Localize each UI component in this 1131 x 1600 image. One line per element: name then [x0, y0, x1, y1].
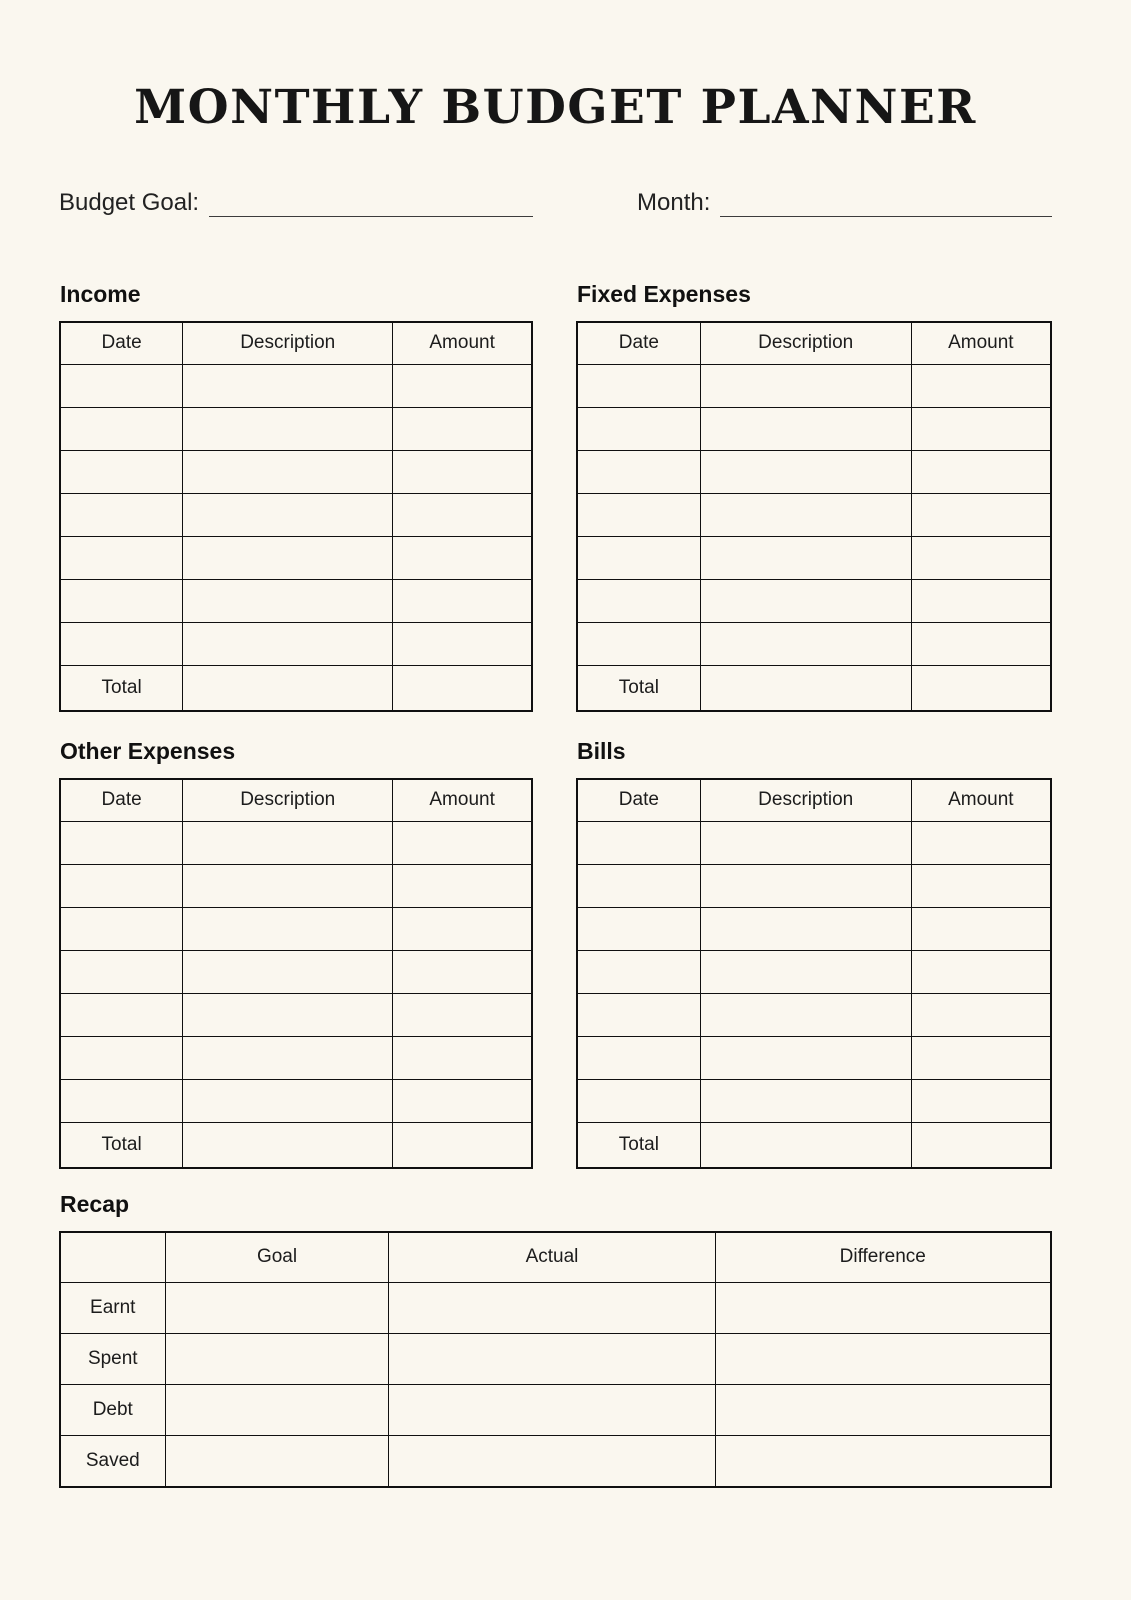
other-expenses-total-amount-cell [393, 1122, 532, 1168]
recap-section-title: Recap [60, 1190, 130, 1217]
empty-cell [700, 950, 911, 993]
income-table [59, 321, 533, 712]
empty-cell [911, 821, 1051, 864]
empty-cell [183, 993, 393, 1036]
empty-cell [60, 950, 183, 993]
other-expenses-table [59, 778, 533, 1169]
empty-cell [60, 364, 183, 407]
bills-section [576, 738, 1052, 1169]
other-expenses-header-description: Description [183, 779, 393, 822]
empty-cell [911, 1036, 1051, 1079]
empty-cell [700, 1036, 911, 1079]
empty-cell [393, 622, 532, 665]
empty-cell [393, 1036, 532, 1079]
empty-cell [911, 579, 1051, 622]
recap-earnt-goal-cell [165, 1282, 389, 1333]
empty-cell [577, 907, 700, 950]
bills-total-description-cell [700, 1122, 911, 1168]
empty-cell [700, 821, 911, 864]
empty-cell [393, 579, 532, 622]
month-blank-line [720, 190, 1052, 217]
income-section [59, 281, 533, 712]
recap-header-goal: Goal [165, 1232, 389, 1283]
empty-cell [393, 407, 532, 450]
bills-section-title: Bills [577, 737, 626, 764]
empty-row [577, 907, 1051, 950]
empty-cell [911, 950, 1051, 993]
empty-cell [700, 1079, 911, 1122]
budget-goal-blank-line [209, 190, 533, 217]
empty-cell [393, 364, 532, 407]
other-expenses-section-title: Other Expenses [60, 737, 236, 764]
empty-row [60, 864, 532, 907]
fixed-expenses-total-description-cell [700, 665, 911, 711]
fixed-expenses-total-label: Total [577, 665, 700, 711]
empty-cell [577, 536, 700, 579]
recap-row-saved [60, 1435, 1051, 1487]
recap-header-difference: Difference [715, 1232, 1051, 1283]
empty-cell [911, 864, 1051, 907]
empty-cell [577, 1036, 700, 1079]
recap-header-actual: Actual [389, 1232, 715, 1283]
fixed-expenses-total-amount-cell [911, 665, 1051, 711]
empty-cell [183, 579, 393, 622]
fixed-expenses-total-row [577, 665, 1051, 711]
empty-cell [183, 493, 393, 536]
empty-cell [911, 407, 1051, 450]
recap-saved-actual-cell [389, 1435, 715, 1487]
budget-goal-field [59, 189, 533, 217]
page-title: MONTHLY BUDGET PLANNER [134, 80, 977, 135]
empty-cell [700, 536, 911, 579]
fixed-expenses-header-date: Date [577, 322, 700, 365]
month-field [637, 189, 1052, 217]
income-total-row [60, 665, 532, 711]
other-expenses-total-row [60, 1122, 532, 1168]
empty-cell [393, 450, 532, 493]
empty-cell [60, 993, 183, 1036]
bills-total-amount-cell [911, 1122, 1051, 1168]
empty-row [60, 907, 532, 950]
empty-row [60, 950, 532, 993]
empty-cell [700, 907, 911, 950]
empty-row [60, 407, 532, 450]
empty-cell [700, 622, 911, 665]
recap-row-saved-label: Saved [60, 1435, 165, 1487]
empty-cell [700, 450, 911, 493]
empty-row [60, 450, 532, 493]
bills-table [576, 778, 1052, 1169]
fixed-expenses-section [576, 281, 1052, 712]
empty-cell [577, 821, 700, 864]
empty-cell [700, 364, 911, 407]
empty-row [577, 864, 1051, 907]
empty-cell [700, 493, 911, 536]
empty-cell [911, 450, 1051, 493]
empty-cell [393, 993, 532, 1036]
empty-cell [700, 579, 911, 622]
empty-cell [60, 450, 183, 493]
empty-row [577, 950, 1051, 993]
fixed-expenses-header-description: Description [700, 322, 911, 365]
empty-cell [700, 993, 911, 1036]
empty-row [577, 536, 1051, 579]
empty-cell [183, 407, 393, 450]
empty-cell [700, 864, 911, 907]
income-header-row [60, 322, 532, 365]
empty-row [60, 993, 532, 1036]
income-total-amount-cell [393, 665, 532, 711]
recap-table [59, 1231, 1052, 1488]
empty-row [577, 407, 1051, 450]
empty-cell [911, 1079, 1051, 1122]
empty-row [577, 1079, 1051, 1122]
fixed-expenses-header-amount: Amount [911, 322, 1051, 365]
empty-row [60, 364, 532, 407]
empty-row [60, 1036, 532, 1079]
empty-cell [60, 864, 183, 907]
empty-cell [60, 407, 183, 450]
empty-row [60, 493, 532, 536]
recap-row-debt [60, 1384, 1051, 1435]
fixed-expenses-section-title: Fixed Expenses [577, 280, 751, 307]
other-expenses-total-label: Total [60, 1122, 183, 1168]
recap-spent-actual-cell [389, 1333, 715, 1384]
recap-spent-difference-cell [715, 1333, 1051, 1384]
income-header-date: Date [60, 322, 183, 365]
empty-cell [183, 821, 393, 864]
fixed-expenses-header-row [577, 322, 1051, 365]
empty-cell [577, 950, 700, 993]
empty-cell [911, 364, 1051, 407]
empty-cell [393, 493, 532, 536]
empty-row [577, 622, 1051, 665]
recap-earnt-actual-cell [389, 1282, 715, 1333]
recap-header-row [60, 1232, 1051, 1283]
other-expenses-header-row [60, 779, 532, 822]
empty-cell [577, 993, 700, 1036]
bills-total-row [577, 1122, 1051, 1168]
other-expenses-section [59, 738, 533, 1169]
recap-row-earnt [60, 1282, 1051, 1333]
empty-row [577, 993, 1051, 1036]
empty-cell [911, 493, 1051, 536]
empty-cell [183, 450, 393, 493]
tables-grid [59, 281, 1052, 1169]
other-expenses-header-date: Date [60, 779, 183, 822]
bills-total-label: Total [577, 1122, 700, 1168]
other-expenses-total-description-cell [183, 1122, 393, 1168]
empty-cell [60, 1079, 183, 1122]
empty-cell [911, 622, 1051, 665]
recap-row-spent [60, 1333, 1051, 1384]
empty-row [577, 450, 1051, 493]
recap-saved-difference-cell [715, 1435, 1051, 1487]
recap-spent-goal-cell [165, 1333, 389, 1384]
empty-cell [577, 364, 700, 407]
empty-row [60, 821, 532, 864]
empty-cell [183, 950, 393, 993]
recap-saved-goal-cell [165, 1435, 389, 1487]
bills-header-date: Date [577, 779, 700, 822]
empty-cell [577, 622, 700, 665]
recap-earnt-difference-cell [715, 1282, 1051, 1333]
bills-header-description: Description [700, 779, 911, 822]
empty-cell [393, 821, 532, 864]
empty-row [577, 1036, 1051, 1079]
empty-cell [700, 407, 911, 450]
empty-cell [60, 622, 183, 665]
empty-row [60, 579, 532, 622]
empty-cell [183, 864, 393, 907]
empty-cell [577, 450, 700, 493]
header-fields [59, 189, 1052, 217]
empty-cell [393, 864, 532, 907]
empty-cell [183, 1079, 393, 1122]
empty-cell [60, 579, 183, 622]
empty-cell [60, 493, 183, 536]
fixed-expenses-table [576, 321, 1052, 712]
empty-cell [911, 907, 1051, 950]
empty-cell [577, 864, 700, 907]
empty-cell [577, 407, 700, 450]
empty-cell [393, 950, 532, 993]
empty-cell [183, 907, 393, 950]
income-header-description: Description [183, 322, 393, 365]
empty-cell [577, 579, 700, 622]
empty-cell [183, 536, 393, 579]
bills-header-row [577, 779, 1051, 822]
empty-row [577, 493, 1051, 536]
recap-row-spent-label: Spent [60, 1333, 165, 1384]
empty-cell [911, 536, 1051, 579]
month-label: Month: [637, 189, 711, 216]
empty-cell [393, 1079, 532, 1122]
recap-row-earnt-label: Earnt [60, 1282, 165, 1333]
empty-cell [60, 536, 183, 579]
empty-row [577, 579, 1051, 622]
income-total-description-cell [183, 665, 393, 711]
empty-row [577, 364, 1051, 407]
empty-cell [60, 821, 183, 864]
empty-row [60, 622, 532, 665]
empty-cell [183, 364, 393, 407]
income-header-amount: Amount [393, 322, 532, 365]
empty-cell [577, 493, 700, 536]
recap-debt-goal-cell [165, 1384, 389, 1435]
empty-cell [577, 1079, 700, 1122]
empty-cell [393, 907, 532, 950]
empty-cell [183, 1036, 393, 1079]
income-total-label: Total [60, 665, 183, 711]
recap-row-debt-label: Debt [60, 1384, 165, 1435]
empty-cell [60, 907, 183, 950]
other-expenses-header-amount: Amount [393, 779, 532, 822]
empty-cell [393, 536, 532, 579]
bills-header-amount: Amount [911, 779, 1051, 822]
empty-row [60, 536, 532, 579]
empty-cell [183, 622, 393, 665]
empty-cell [911, 993, 1051, 1036]
income-section-title: Income [60, 280, 141, 307]
recap-debt-actual-cell [389, 1384, 715, 1435]
budget-goal-label: Budget Goal: [59, 189, 200, 216]
empty-cell [60, 1036, 183, 1079]
empty-row [60, 1079, 532, 1122]
recap-header-blank [60, 1232, 165, 1283]
recap-section [59, 1191, 1052, 1488]
empty-row [577, 821, 1051, 864]
recap-debt-difference-cell [715, 1384, 1051, 1435]
